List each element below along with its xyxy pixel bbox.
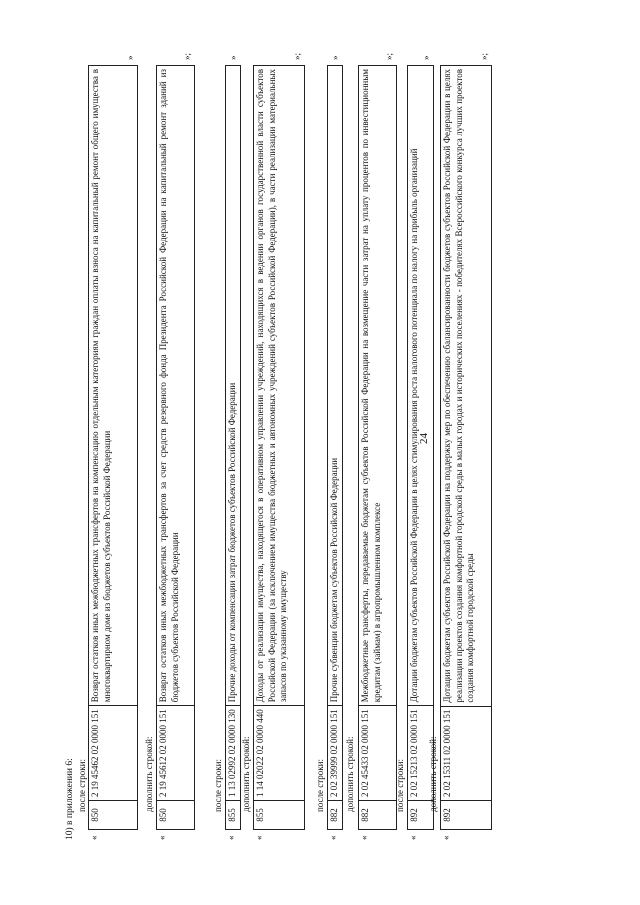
income-description: Дотации бюджетам субъектов Российской Федерации в целях стимулирования роста налогового потенциала по налогу на прибыль организаций [408,66,434,706]
budget-classification-code: 2 19 45612 02 0000 151 [157,706,195,801]
open-quote: « [328,835,338,840]
budget-classification-code: 2 02 39999 02 0000 151 [328,706,343,801]
budget-classification-code: 2 02 15213 02 0000 151 [408,706,434,801]
income-description: Возврат остатков иных межбюджетных трансфертов за счет средств резервного фонда Президента Российской Федерации на капитальный ремонт зданий из бюджетов субъектов Российской Федерации [157,66,195,706]
budget-classification-code: 1 13 02992 02 0000 130 [226,706,241,801]
row-caption: дополнить строкой: [428,736,438,812]
admin-code: 882 [328,801,343,830]
income-description: Прочие доходы от компенсации затрат бюджетов субъектов Российской Федерации [226,66,241,706]
row-caption: дополнить строкой: [241,736,251,812]
table-row [88,65,138,830]
admin-code: 892 [408,801,434,830]
close-quote: » [228,55,238,60]
income-description: Возврат остатков иных межбюджетных трансфертов на компенсацию отдельным категориям граждан оплаты взноса на капитальный ремонт общего имущества в многоквартирном доме из бюджетов субъектов Российской Федерации [89,66,138,706]
table-row [358,65,397,830]
income-description: Прочие субвенции бюджетам субъектов Российской Федерации [328,66,343,706]
close-quote: » [421,55,431,60]
budget-classification-code: 2 02 45433 02 0000 151 [359,706,397,801]
row-caption: после строки: [395,759,405,812]
admin-code: 855 [226,801,241,830]
close-quote: »; [479,52,489,60]
table-row [156,65,195,830]
income-description: Дотации бюджетам субъектов Российской Федерации на поддержку мер по обеспечению сбалансированности бюджетов субъектов Российской Федерации в целях реализации проектов создания комфортной городской среды в малых городах и исторических поселениях - победителях Всероссийского конкурса лучших проектов создания комфортной городской среды [441,66,492,707]
row-caption: дополнить строкой: [345,736,355,812]
admin-code: 850 [157,801,195,830]
open-quote: « [359,835,369,840]
close-quote: »; [384,52,394,60]
table-row [253,65,305,830]
budget-classification-code: 2 02 15311 02 0000 151 [441,706,492,800]
open-quote: « [226,835,236,840]
close-quote: » [125,55,135,60]
open-quote: « [408,835,418,840]
admin-code: 855 [254,801,305,830]
income-description: Межбюджетные трансферты, передаваемые бюджетам субъектов Российской Федерации на возмещение части затрат на уплату процентов по инвестиционным кредитам (займам) в агропромышленном комплексе [359,66,397,706]
amendment-content [65,50,575,840]
row-caption: после строки: [77,759,87,812]
table-row [407,65,434,830]
budget-classification-code: 1 14 02022 02 0000 440 [254,706,305,801]
close-quote: »; [182,52,192,60]
table-row [440,65,492,830]
open-quote: « [89,835,99,840]
page-number: 24 [418,433,430,444]
admin-code: 850 [89,801,138,830]
close-quote: »; [292,52,302,60]
open-quote: « [441,835,451,840]
row-caption: после строки: [315,759,325,812]
row-caption: дополнить строкой: [144,736,154,812]
budget-classification-code: 2 19 45462 02 0000 151 [89,706,138,801]
table-row [225,65,241,830]
open-quote: « [254,835,264,840]
close-quote: » [330,55,340,60]
table-row [327,65,343,830]
admin-code: 892 [441,801,492,830]
item-heading: 10) в приложении 6: [65,758,75,840]
row-caption: после строки: [213,759,223,812]
income-description: Доходы от реализации имущества, находящегося в оперативном управлении учреждений, находящихся в ведении органов государственной власти субъектов Российской Федерации (за исключением имущества бюджетных и автономных учреждений субъектов Российской Федерации), в части реализации материальных запасов по указанному имуществу [254,66,305,706]
admin-code: 882 [359,801,397,830]
open-quote: « [157,835,167,840]
